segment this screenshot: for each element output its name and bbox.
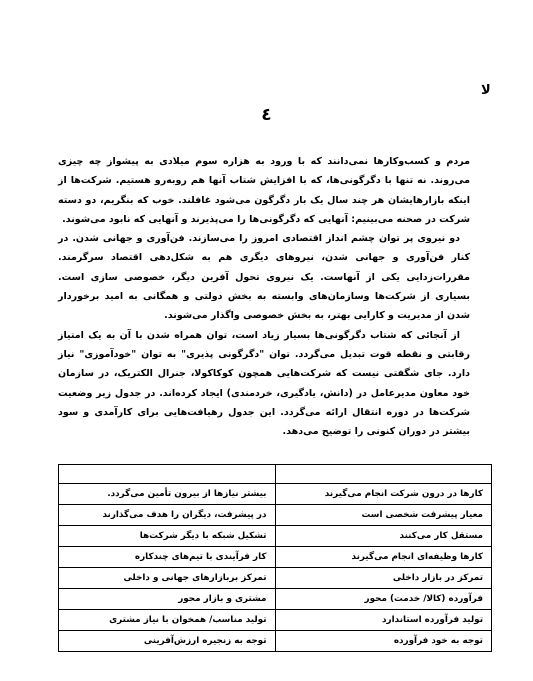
table-row — [59, 589, 492, 610]
table-cell-old: تولید فرآورده استاندارد — [275, 610, 492, 631]
table-cell-old: کارها در درون شرکت انجام می‌گیرند — [275, 484, 492, 505]
paragraph-3: از آنجائی که شتاب دگرگونی‌ها بسیار زیاد است، توان همراه شدن با آن به یک امتیاز رقابتی و نقطه قوت تبدیل می‌گردد. توان "دگرگونی پذیری" به توان "خودآموزی" نیاز دارد. جای شگفتی نیست که شرکت‌هایی همچون کوکاکولا، جنرال الکتریک، در سازمان خود معاون مدیرعامل در (دانش، یادگیری، خردمندی) ایجاد کرده‌اند. در جدول زیر وضعیت شرکت‌ها در دوره انتقال ارائه می‌گردد. این جدول رهیافت‌هایی برای کارآمدی و سود بیشتر در دوران کنونی را توضیح می‌دهد. — [58, 329, 470, 438]
table-cell-new: تشکیل شبکه با دیگر شرکت‌ها — [59, 526, 276, 547]
body-text — [58, 152, 470, 441]
table-cell-old: مستقل کار می‌کنند — [275, 526, 492, 547]
page-corner-mark: لا — [481, 83, 491, 98]
table-cell-old: توجه به خود فرآورده — [275, 631, 492, 652]
comparison-table — [58, 464, 492, 652]
table-cell-new: تمرکز بربازارهای جهانی و داخلی — [59, 568, 276, 589]
table-row — [59, 610, 492, 631]
table-row — [59, 568, 492, 589]
table-row — [59, 526, 492, 547]
chapter-number: ٤ — [261, 105, 272, 125]
table-cell-new: کار فرآیندی با تیم‌های چندکاره — [59, 547, 276, 568]
table-row — [59, 505, 492, 526]
table-row — [59, 631, 492, 652]
table-row — [59, 547, 492, 568]
table-cell-old: معیار پیشرفت شخصی است — [275, 505, 492, 526]
table-header-cell — [59, 465, 276, 484]
paragraph-2: دو نیروی پر توان چشم انداز اقتصادی امروز را می‌سازند. فن‌آوری و جهانی شدن. در کنار فن‌آوری و جهانی شدن، نیروهای دیگری هم به شکل‌دهی اقتصاد سرگرمند. مقررات‌زدایی یکی از آنهاست. یک نیروی تحول آفرین دیگر، خصوصی سازی است. بسیاری از شرکت‌ها وسازمان‌های وابسته به بخش دولتی و همگانی به امید برخوردار شدن از مدیریت و کارایی بهتر، به بخش خصوصی واگذار می‌شوند. — [58, 233, 470, 322]
table-cell-new: تولید مناسب/ همخوان با نیاز مشتری — [59, 610, 276, 631]
table-cell-old: تمرکز در بازار داخلی — [275, 568, 492, 589]
table-cell-old: کارها وظیفه‌ای انجام می‌گیرند — [275, 547, 492, 568]
table-cell-new: بیشتر نیازها از بیرون تأمین می‌گردد. — [59, 484, 276, 505]
table-cell-new: توجه به زنجیره ارزش‌آفرینی — [59, 631, 276, 652]
table-header-row — [59, 465, 492, 484]
table-row — [59, 484, 492, 505]
table-header-cell — [275, 465, 492, 484]
table-cell-new: مشتری و بازار محور — [59, 589, 276, 610]
paragraph-1: مردم و کسب‌وکارها نمی‌دانند که با ورود به هزاره سوم میلادی به پیشواز چه چیزی می‌روند. نه تنها با دگرگونی‌ها، که با افزایش شتاب آنها هم روبه‌رو هستیم. شرکت‌ها از اینکه بازارهایشان هر چند سال یک بار دگرگون می‌شود غافلند. خوب که بنگریم، دو دسته شرکت در صحنه می‌بینیم: آنهایی که دگرگونی‌ها را می‌پذیرند و آنهایی که نابود می‌شوند. — [58, 156, 470, 225]
table-cell-old: فرآورده (کالا/ خدمت) محور — [275, 589, 492, 610]
table-cell-new: در پیشرفت، دیگران را هدف می‌گذارند — [59, 505, 276, 526]
